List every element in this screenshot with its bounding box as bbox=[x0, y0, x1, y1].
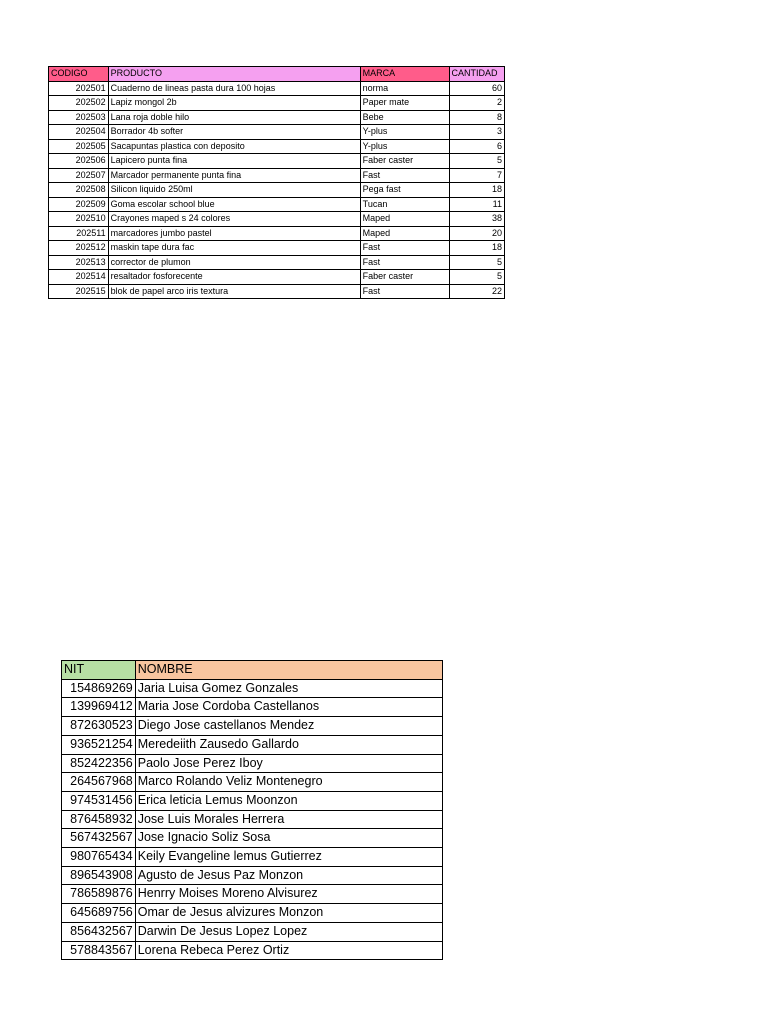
table-row bbox=[62, 754, 443, 773]
cantidad-cell: 8 bbox=[449, 110, 504, 125]
producto-cell: Goma escolar school blue bbox=[108, 197, 360, 212]
nit-cell: 852422356 bbox=[62, 754, 136, 773]
codigo-cell: 202507 bbox=[49, 168, 109, 183]
marca-cell: Tucan bbox=[360, 197, 449, 212]
codigo-cell: 202508 bbox=[49, 183, 109, 198]
codigo-cell: 202503 bbox=[49, 110, 109, 125]
producto-cell: blok de papel arco iris textura bbox=[108, 284, 360, 299]
table-row bbox=[49, 241, 505, 256]
header-producto: PRODUCTO bbox=[108, 67, 360, 82]
nombre-cell: Jose Luis Morales Herrera bbox=[135, 810, 442, 829]
cantidad-cell: 7 bbox=[449, 168, 504, 183]
codigo-cell: 202511 bbox=[49, 226, 109, 241]
nombre-cell: Agusto de Jesus Paz Monzon bbox=[135, 866, 442, 885]
producto-cell: Silicon liquido 250ml bbox=[108, 183, 360, 198]
marca-cell: Faber caster bbox=[360, 270, 449, 285]
cantidad-cell: 2 bbox=[449, 96, 504, 111]
header-marca: MARCA bbox=[360, 67, 449, 82]
nombre-cell: Omar de Jesus alvizures Monzon bbox=[135, 904, 442, 923]
nit-cell: 872630523 bbox=[62, 717, 136, 736]
marca-cell: Fast bbox=[360, 168, 449, 183]
table-row bbox=[62, 848, 443, 867]
nombre-cell: Jaria Luisa Gomez Gonzales bbox=[135, 679, 442, 698]
products-header-row bbox=[49, 67, 505, 82]
header-nit: NIT bbox=[62, 661, 136, 680]
table-row bbox=[49, 212, 505, 227]
codigo-cell: 202509 bbox=[49, 197, 109, 212]
table-row bbox=[62, 829, 443, 848]
nit-cell: 896543908 bbox=[62, 866, 136, 885]
nombre-cell: Erica leticia Lemus Moonzon bbox=[135, 791, 442, 810]
nombre-cell: Keily Evangeline lemus Gutierrez bbox=[135, 848, 442, 867]
nombre-cell: Meredeiith Zausedo Gallardo bbox=[135, 735, 442, 754]
cantidad-cell: 5 bbox=[449, 270, 504, 285]
nit-cell: 876458932 bbox=[62, 810, 136, 829]
table-row bbox=[62, 679, 443, 698]
cantidad-cell: 60 bbox=[449, 81, 504, 96]
table-row bbox=[62, 866, 443, 885]
table-row bbox=[49, 270, 505, 285]
table-row bbox=[62, 941, 443, 960]
marca-cell: Maped bbox=[360, 212, 449, 227]
table-row bbox=[62, 735, 443, 754]
table-row bbox=[49, 168, 505, 183]
nombre-cell: Diego Jose castellanos Mendez bbox=[135, 717, 442, 736]
codigo-cell: 202501 bbox=[49, 81, 109, 96]
header-cantidad: CANTIDAD bbox=[449, 67, 504, 82]
codigo-cell: 202502 bbox=[49, 96, 109, 111]
clients-header-row bbox=[62, 661, 443, 680]
producto-cell: Borrador 4b softer bbox=[108, 125, 360, 140]
marca-cell: Pega fast bbox=[360, 183, 449, 198]
cantidad-cell: 18 bbox=[449, 241, 504, 256]
nombre-cell: Lorena Rebeca Perez Ortiz bbox=[135, 941, 442, 960]
codigo-cell: 202504 bbox=[49, 125, 109, 140]
producto-cell: resaltador fosforecente bbox=[108, 270, 360, 285]
table-row bbox=[49, 81, 505, 96]
nombre-cell: Maria Jose Cordoba Castellanos bbox=[135, 698, 442, 717]
header-nombre: NOMBRE bbox=[135, 661, 442, 680]
table-row bbox=[49, 110, 505, 125]
table-row bbox=[49, 226, 505, 241]
table-row bbox=[49, 183, 505, 198]
products-table bbox=[48, 66, 505, 299]
producto-cell: Cuaderno de lineas pasta dura 100 hojas bbox=[108, 81, 360, 96]
marca-cell: Y-plus bbox=[360, 139, 449, 154]
cantidad-cell: 20 bbox=[449, 226, 504, 241]
producto-cell: corrector de plumon bbox=[108, 255, 360, 270]
marca-cell: Fast bbox=[360, 255, 449, 270]
cantidad-cell: 11 bbox=[449, 197, 504, 212]
table-row bbox=[62, 717, 443, 736]
marca-cell: Maped bbox=[360, 226, 449, 241]
nombre-cell: Darwin De Jesus Lopez Lopez bbox=[135, 922, 442, 941]
codigo-cell: 202510 bbox=[49, 212, 109, 227]
nit-cell: 264567968 bbox=[62, 773, 136, 792]
nit-cell: 567432567 bbox=[62, 829, 136, 848]
producto-cell: Lapiz mongol 2b bbox=[108, 96, 360, 111]
producto-cell: marcadores jumbo pastel bbox=[108, 226, 360, 241]
marca-cell: norma bbox=[360, 81, 449, 96]
nombre-cell: Jose Ignacio Soliz Sosa bbox=[135, 829, 442, 848]
marca-cell: Bebe bbox=[360, 110, 449, 125]
nombre-cell: Paolo Jose Perez Iboy bbox=[135, 754, 442, 773]
table-row bbox=[62, 885, 443, 904]
table-row bbox=[49, 139, 505, 154]
nombre-cell: Henrry Moises Moreno Alvisurez bbox=[135, 885, 442, 904]
cantidad-cell: 22 bbox=[449, 284, 504, 299]
producto-cell: maskin tape dura fac bbox=[108, 241, 360, 256]
producto-cell: Lana roja doble hilo bbox=[108, 110, 360, 125]
nit-cell: 856432567 bbox=[62, 922, 136, 941]
cantidad-cell: 6 bbox=[449, 139, 504, 154]
clients-table bbox=[61, 660, 443, 960]
codigo-cell: 202512 bbox=[49, 241, 109, 256]
nombre-cell: Marco Rolando Veliz Montenegro bbox=[135, 773, 442, 792]
nit-cell: 974531456 bbox=[62, 791, 136, 810]
marca-cell: Fast bbox=[360, 241, 449, 256]
table-row bbox=[49, 197, 505, 212]
table-row bbox=[49, 125, 505, 140]
table-row bbox=[62, 904, 443, 923]
header-codigo: CODIGO bbox=[49, 67, 109, 82]
producto-cell: Marcador permanente punta fina bbox=[108, 168, 360, 183]
table-row bbox=[49, 255, 505, 270]
nit-cell: 139969412 bbox=[62, 698, 136, 717]
marca-cell: Faber caster bbox=[360, 154, 449, 169]
marca-cell: Paper mate bbox=[360, 96, 449, 111]
marca-cell: Y-plus bbox=[360, 125, 449, 140]
table-row bbox=[62, 791, 443, 810]
cantidad-cell: 5 bbox=[449, 154, 504, 169]
nit-cell: 645689756 bbox=[62, 904, 136, 923]
codigo-cell: 202515 bbox=[49, 284, 109, 299]
nit-cell: 154869269 bbox=[62, 679, 136, 698]
table-row bbox=[49, 154, 505, 169]
nit-cell: 936521254 bbox=[62, 735, 136, 754]
codigo-cell: 202514 bbox=[49, 270, 109, 285]
cantidad-cell: 3 bbox=[449, 125, 504, 140]
nit-cell: 578843567 bbox=[62, 941, 136, 960]
cantidad-cell: 38 bbox=[449, 212, 504, 227]
nit-cell: 980765434 bbox=[62, 848, 136, 867]
producto-cell: Lapicero punta fina bbox=[108, 154, 360, 169]
codigo-cell: 202513 bbox=[49, 255, 109, 270]
codigo-cell: 202506 bbox=[49, 154, 109, 169]
table-row bbox=[49, 96, 505, 111]
table-row bbox=[62, 698, 443, 717]
codigo-cell: 202505 bbox=[49, 139, 109, 154]
cantidad-cell: 18 bbox=[449, 183, 504, 198]
table-row bbox=[62, 810, 443, 829]
producto-cell: Sacapuntas plastica con deposito bbox=[108, 139, 360, 154]
table-row bbox=[62, 773, 443, 792]
producto-cell: Crayones maped s 24 colores bbox=[108, 212, 360, 227]
table-row bbox=[62, 922, 443, 941]
cantidad-cell: 5 bbox=[449, 255, 504, 270]
table-row bbox=[49, 284, 505, 299]
nit-cell: 786589876 bbox=[62, 885, 136, 904]
marca-cell: Fast bbox=[360, 284, 449, 299]
